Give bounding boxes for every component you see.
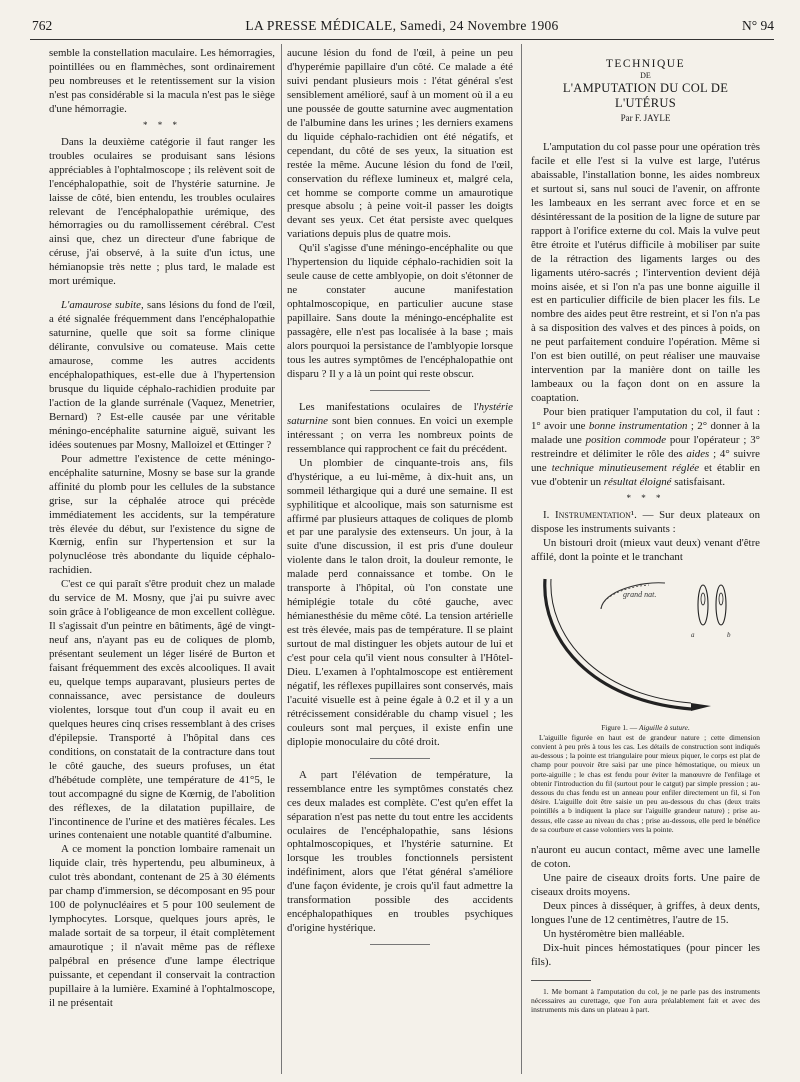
eye-slot-1 — [701, 593, 705, 605]
col3-paragraph — [531, 509, 760, 537]
col3-paragraph: Une paire de ciseaux droits forts. Une paire de ciseaux droits moyens. — [531, 871, 760, 898]
needle-curve — [545, 579, 691, 709]
article-title-de: DE — [640, 71, 651, 80]
col3-paragraph: n'auront eu aucun contact, même avec une lamelle de coton. — [531, 844, 760, 871]
col1-paragraph: A ce moment la ponction lombaire ramenait un liquide clair, très hypertendu, peu albumineux, à culot très abondant, contenant de 25 à 30 éléments par champ d'immersion, se décomposant en 95 pour 100 de polynucléaires et 5 pour 100 seulement de lymphocytes. Lorsque, quelques jours après, le malade sortait de sa torpeur, il était complètement amaurotique ; il n'avait même pas de réflexe palpébral en présence d'une lampe électrique puissante, et cependant il conservait la contraction pupillaire à la lumière. Examiné à l'ophtalmoscope, il ne présentait — [49, 843, 275, 1009]
italic-term: aides — [686, 447, 710, 460]
paragraph-text: sont bien connues. En voici un exemple intéressant ; on verra les nombreux points de ressemblance qui rapprochent ce fait du précédent. — [287, 414, 513, 455]
italic-term: position commode — [585, 434, 667, 447]
paragraph-text: Pour bien pratiquer l'amputation du col, il faut : 1° avoir une — [531, 406, 760, 433]
figure-caption — [531, 723, 760, 834]
column-divider-2 — [521, 44, 522, 1074]
column-divider-1 — [281, 44, 282, 1074]
col2-paragraph: aucune lésion du fond de l'œil, à peine un peu d'hyperémie papillaire d'un côté. Ce malade a été suivi pendant plusieurs mois : l'état général s'est sensiblement amélioré, sauf à un moment où il a eu une poussée de goutte saturnine avec augmentation de l'albumine dans les urines ; les derniers examens du liquide céphalo-rachidien ont été négatifs, et cependant, du côté de ses yeux, la situation est restée la même. Aucune lésion du fond de l'œil, conservation du réflexe lumineux et, malgré cela, cet homme se comporte comme un amaurotique presque absolu ; à peine voit-il passer les doigts devant ses yeux. Cet état persiste avec quelques variations depuis plus de quatre mois. — [287, 47, 513, 241]
col3-paragraph: Deux pinces à disséquer, à griffes, à deux dents, longues l'une de 12 centimètres, l'autre de 15. — [531, 899, 760, 926]
column-1 — [49, 47, 275, 1072]
col3-paragraph — [531, 406, 760, 490]
short-rule — [370, 944, 430, 945]
figure-mark-a: a — [691, 630, 695, 639]
italic-term: résultat éloigné — [603, 475, 672, 488]
col3-paragraph: Dix-huit pinces hémostatiques (pour pincer les fils). — [531, 941, 760, 968]
article-title: L'AMPUTATION DU COL DE L'UTÉRUS — [562, 81, 729, 110]
col3-paragraph: L'amputation du col passe pour une opération très facile et elle l'est si la vulve est large, l'utérus abaissable, l'installation bonne, les aides nombreux et surtout si, sans nul souci de l'avenir, on affronte les lambeaux en les serrant avec force et en se désintéressant de la position de la ligne de suture par rapport à l'orifice externe du col. Mais la vulve peut être étroite et l'utérus difficile à mobiliser par suite de la rétraction des ligaments larges ou des ligaments utéro-sacrés ; l'intervention devient déjà moins aisée, et si l'on n'a pas une bonne aiguille il est en particulier difficile de bien placer les fils. Le nombre des aides peut être restreint, et si l'on n'a pas à sa disposition des valves et des pinces à poids, on ne peut parfaitement conduire l'opération. Même si l'on est bien outillé, on peut réaliser une mauvaise intervention par la manière dont on taille les lambeaux ou la façon dont on en assure la coaptation. — [531, 141, 760, 405]
section-separator: * * * — [626, 492, 665, 503]
col2-paragraph — [287, 401, 513, 457]
italic-term: technique minutieusement réglée — [551, 461, 700, 474]
suture-needle-illustration — [531, 569, 760, 721]
col2-paragraph: A part l'élévation de température, la ressemblance entre les symptômes constatés chez ces deux malades est complète. C'est qu'en effet la séparation n'est pas nette du tout entre les accidents oculaires de l'encéphalopathie, sans lésions ophtalmoscopiques, et l'hystérie saturnine. Et lorsque les troubles fonctionnels persistent indéfiniment, alors que l'état général s'améliore d'une façon évidente, je crois qu'il faut admettre la transformation possible des accidents encéphalopathiques en troubles psychiques d'origine hystérique. — [287, 768, 513, 935]
header-rule — [30, 39, 774, 40]
needle-inner-edge — [551, 579, 691, 703]
footnote: 1. Me bornant à l'amputation du col, je ne parle pas des instruments nécessaires au curettage, que l'on aura préalablement fait et avec des instruments mis dans un plateau à part. — [531, 986, 760, 1015]
col1-paragraph — [49, 299, 275, 452]
col1-paragraph: Dans la deuxième catégorie il faut ranger les troubles oculaires se produisant sans lésions appréciables à l'ophtalmoscope ; ils relèvent soit de l'encéphalopathie, soit de l'hystérie saturnine. Je laisse de côté, bien entendu, les troubles oculaires relevant de l'encéphalopathie urémique, des hémorragies ou du ramollissement cérébral. C'est ainsi que, chez un directeur d'une fabrique de céruse, j'ai observé, à la suite d'un ictus, une hémianopsie très nette ; plus tard, le malade est mort urémique. — [49, 135, 275, 288]
col2-paragraph: Qu'il s'agisse d'une méningo-encéphalite ou que l'hypertension du liquide céphalo-rachidien soit la seule cause de cette amblyopie, on doit s'étonner de ne constater aucune manifestation ophtalmoscopique, en particulier aucune stase papillaire. Sans doute la méningo-encéphalite est passagère, elle n'est pas localisée à la base ; mais alors pourquoi la persistance de l'amblyopie lorsque tous les autres symptômes de l'encéphalopathie ont disparu ? Il y a là un point qui reste obscur. — [287, 242, 513, 380]
col2-paragraph: Un plombier de cinquante-trois ans, fils d'hystérique, a eu lui-même, à dix-huit ans, un sommeil léthargique qui a duré une semaine. Il est syphilitique et alcoolique, mais son saturnisme est affirmé par plusieurs attaques de coliques de plomb et par une paralysie des extenseurs. Un jour, à la suite d'une discussion, il est pris d'une douleur violente dans le talon droit, la douleur remonte, le malade perd connaissance et tombe. On le transporte à l'hôpital, où l'on constate une hémiplégie totale du côté gauche, avec hémianesthésie du même côté. La tension artérielle est très élevée, mais pas de température. Il se plaint surtout de mal distinguer les objets autour de lui et c'est pour cela qu'il vient nous consulter à l'Hôtel-Dieu. L'examen à l'ophtalmoscope est entièrement négatif, les réflexes pupillaires sont conservés, mais l'acuité visuelle est à peine égale à 0.2 et il y a un rétrécissement considérable du champ visuel ; les couleurs sont mal perçues, il existe enfin une diplopie monoculaire du côté droit. — [287, 456, 513, 748]
paragraph-text: satisfaisant. — [671, 475, 726, 488]
figure-number: Figure 1. — — [601, 722, 639, 732]
figure-caption-text: L'aiguille figurée en haut est de grandeur nature ; cette dimension convient à peu près à tous les cas. Les détails de construction sont indiqués au-dessous ; la pointe est triangulaire pour mieux piquer, le corps est plat de champ pour pouvoir être saisi par une pince hémostatique, ou mieux un porte-aiguille ; le chas est fendu pour éviter la manœuvre de l'enfilage et obtenir l'introduction du fil (surtout pour le catgut) par simple pression ; au-dessous du chas fendu est un anneau pour enfiler directement un fil, si l'on désire. L'aiguille doit être saisie un peu au-dessous du chas (deux traits pointillés a b indiquent la place sur l'aiguille grandeur nature) ; prise au-dessus, elle casse au niveau du chas ; prise au-dessous, elle perd le bénéfice de sa courbure et casse volontiers vers la pointe. — [531, 732, 760, 834]
italic-term: bonne instrumentation — [588, 420, 688, 433]
page-number: 762 — [32, 18, 53, 33]
article-title-technique: TECHNIQUE — [605, 58, 686, 70]
needle-figure — [531, 569, 760, 721]
section-heading: I. Instrumentation — [543, 508, 631, 521]
figure-scale-label: grand nat. — [623, 589, 657, 599]
col3-paragraph: Un hystéromètre bien malléable. — [543, 927, 685, 940]
paragraph-text: sans lésions du fond de l'œil, a été signalée fréquemment dans l'encéphalopathie saturnine, quelle que soit sa forme clinique délirante, convulsive ou comateuse. Mais cette amaurose, comme les autres accidents encéphalopathiques, est-elle due à l'hypertension brusque du liquide céphalo-rachidien produite par l'action de la glande surrénale (Vaquez, Menetrier, Bernard) ? Est-elle causée par une véritable méningo-encéphalite saturnine aiguë, suivant les idées soutenues par Mosny, Malloizel et Œttinger ? — [49, 299, 275, 451]
column-3 — [531, 47, 760, 1072]
journal-title: LA PRESSE MÉDICALE, Samedi, 24 Novembre 1906 — [245, 18, 559, 33]
italic-term: hystérie saturnine — [287, 400, 513, 427]
paragraph-text: et établir en vue d'obtenir un — [531, 461, 760, 488]
eye-slot-2 — [719, 593, 723, 605]
column-2 — [287, 47, 513, 1072]
paragraph-text: ; 2° donner à la malade une — [531, 420, 760, 447]
figure-mark-b: b — [727, 630, 731, 639]
col1-paragraph: Pour admettre l'existence de cette méningo-encéphalite saturnine, Mosny se base sur la grande affinité du plomb pour les cellules de la substance grise, sur la céphalée atroce qui précède immédiatement les accidents, sur la température très élevée du début, sur l'existence du signe de Kœrnig, enfin sur l'hypertension et sur la polynucléose très abondante du liquide céphalo-rachidien. — [49, 452, 275, 577]
footnote-rule — [531, 980, 591, 981]
italic-term: L'amaurose subite, — [61, 299, 144, 312]
paragraph-text: ; 4° suivre une — [531, 447, 760, 474]
paragraph-text: Les manifestations oculaires de l' — [299, 400, 479, 413]
page-header — [30, 16, 774, 36]
col1-paragraph: C'est ce qui paraît s'être produit chez un malade du service de M. Mosny, que j'ai pu suivre avec soin grâce à l'obligeance de mon excellent collègue. Il s'agissait d'un peintre en bâtiments, âgé de vingt-neuf ans, n'ayant pas eu de coliques de plomb, présentant seulement un léger liséré de Burton et faisant fréquemment des excès alcooliques. Il avait eu, quelque temps auparavant, plusieurs pertes de connaissance, avec persistance de douleurs violentes, lorsque tout d'un coup il avait eu en quelques heures cinq crises ressemblant à des crises d'épilepsie. Transporté à l'hôpital dans ces conditions, on constatait de la contracture dans tout le côté gauche, des sueurs profuses, un état d'hébétude complète, une température de 41°5, le tout accompagné du signe de Kœrnig, de l'abolition des réflexes, de la dilatation pupillaire, de l'incontinence de l'urine et des matières fécales. Les urines contenaient une notable quantité d'albumine. — [49, 578, 275, 842]
figure-title — [531, 723, 760, 732]
paragraph-text: ¹. — Sur deux plateaux on dispose les instruments suivants : — [531, 508, 760, 535]
figure-title-italic: Aiguille à suture. — [638, 722, 690, 732]
col3-paragraph: Un bistouri droit (mieux vaut deux) venant d'être affilé, dont la pointe et le tranchant — [531, 536, 760, 563]
col1-paragraph: semble la constellation maculaire. Les hémorragies, pointillées ou en flammèches, sont ordinairement peu nombreuses et le retentissement sur la vision n'est pas considérable si la macula n'est pas le siège d'une hémorragie. — [49, 47, 275, 115]
issue-number: N° 94 — [741, 18, 774, 33]
needle-point — [691, 703, 711, 711]
article-author: Par F. JAYLE — [620, 113, 671, 123]
section-separator: * * * — [143, 119, 181, 130]
paragraph-text: pour l'opérateur ; 3° restreindre et délimiter le rôle des — [531, 434, 760, 460]
